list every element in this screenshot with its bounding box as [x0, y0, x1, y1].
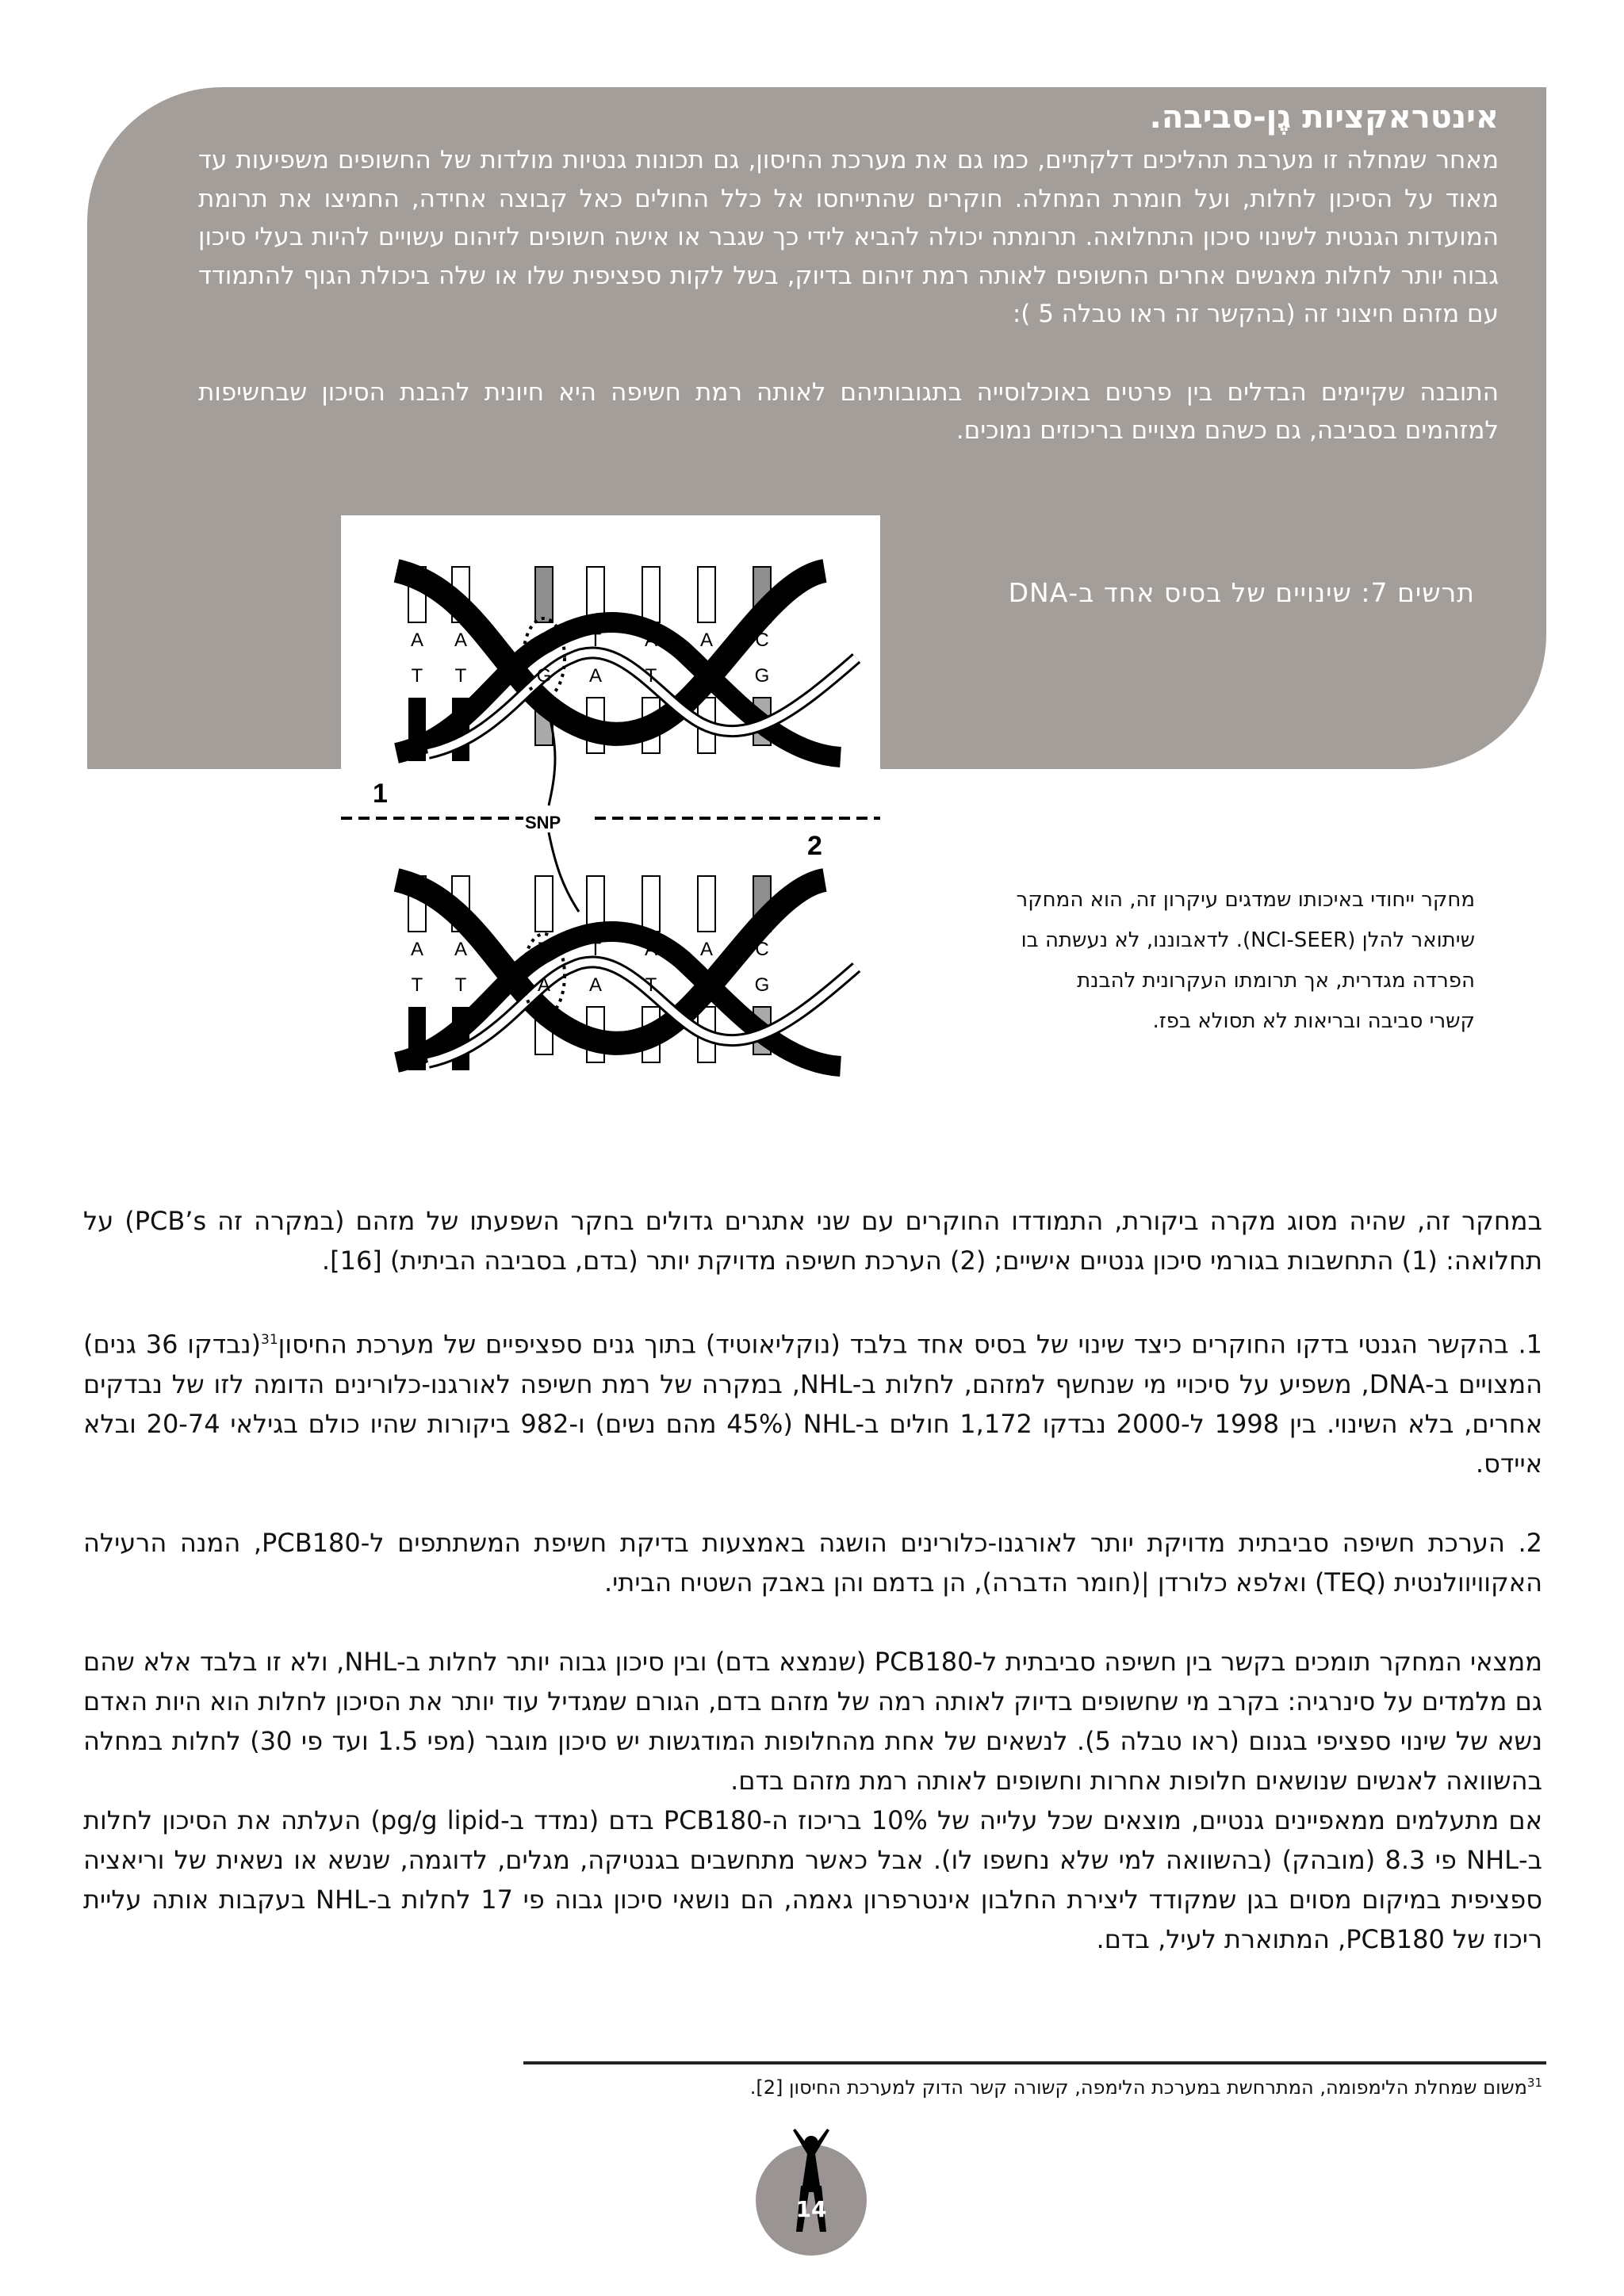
main-body — [83, 1201, 1542, 1959]
section-title: אינטראקציות גֶן-סביבה. — [1149, 99, 1499, 136]
p1-top-base-1: A — [410, 629, 424, 651]
body-item-1 — [83, 1320, 1542, 1483]
side-note-line: שיתואר להלן (NCI-SEER). לדאבוננו, לא נעשתה בו — [1021, 928, 1475, 952]
dna-panel-2 — [396, 876, 856, 1070]
intro-paragraph-2: התובנה שקיימים הבדלים בין פרטים באוכלוסייה בתגובותיהם לאותה רמת חשיפה היא חיונית להבנת הסיכון שבחשיפות למזהמים בסביבה, גם כשהם מצויים בריכוזים נמוכים. — [198, 377, 1499, 445]
item-1-part-b: (נבדקו 36 גנים) המצויים ב-DNA, משפיע על סיכויי מי שנחשף למזהם, לחלות ב-NHL, במקרה של רמת חשיפה לאורגנו-כלורינים הדומה לזו של נבדקים אחרים, בלא השינוי. בין 1998 ל-2000 נבדקו 1,172 חולים ב-NHL (45% מהם נשים) ו-982 ביקורות שהיו כולם בגילאי 20-74 ובלא איידס. — [83, 1329, 1543, 1479]
p1-top-base-4: T — [589, 629, 602, 651]
item-1-part-a: 1. בהקשר הגנטי בדקו החוקרים כיצד שינוי של בסיס אחד בלבד (נוקליאוטיד) בתוך גנים ספציפיים של מערכת החיסון — [278, 1329, 1543, 1360]
p2-bottom-base-7: G — [754, 974, 770, 996]
p2-top-base-1: A — [410, 939, 424, 960]
p1-bottom-base-2: T — [454, 665, 467, 687]
p2-top-base-7: C — [755, 939, 769, 960]
p1-top-base-6: A — [699, 629, 714, 651]
p1-top-base-5: A — [644, 629, 658, 651]
p2-bottom-base-2: T — [454, 974, 467, 996]
body-intro: במחקר זה, שהיה מסוג מקרה ביקורת, התמודדו החוקרים עם שני אתגרים גדולים בחקר השפעתו של מזהם (במקרה זה PCB’s) על תחלואה: (1) התחשבות בגורמי סיכון גנטיים אישיים; (2) הערכת חשיפה מדויקת יותר (בדם, בסביבה הביתית) [16]. — [83, 1206, 1543, 1276]
side-note-line: מחקר ייחודי באיכותו שמדגים עיקרון זה, הוא המחקר — [1016, 888, 1475, 912]
intro-panel-text — [198, 95, 1499, 450]
p2-bottom-base-3: A — [537, 974, 551, 996]
p2-top-base-6: A — [699, 939, 714, 960]
panel-1-label: 1 — [373, 779, 388, 809]
intro-paragraph-1: מאחר שמחלה זו מערבת תהליכים דלקתיים, כמו גם את מערכת החיסון, גם תכונות גנטיות מולדות של החשופים משפיעות עד מאוד על הסיכון לחלות, ועל חומרת המחלה. חוקרים שהתייחסו אל כלל החולים כאל קבוצה אחידה, החמיצו את תרומת המועדות הגנטית לשינוי סיכון התחלואה. תרומתה יכולה להביא לידי כך שגבר או אישה חשופים לזיהום עשויים להיות בעלי סיכון גבוה יותר לחלות מאנשים אחרים החשופים לאותה רמת זיהום בדיוק, בשל לקות ספציפית שלו או שלה ביכולת הגוף להתמודד עם מזהם חיצוני זה (בהקשר זה ראו טבלה 5 ): — [198, 146, 1499, 328]
p2-top-base-5: A — [644, 939, 658, 960]
footnote-rule — [523, 2061, 1546, 2064]
dna-diagram — [341, 515, 880, 1098]
figure-caption: תרשים 7: שינויים של בסיס אחד ב-DNA — [1008, 577, 1475, 608]
p1-bottom-base-6: T — [700, 665, 713, 687]
footnote-ref: 31 — [261, 1332, 278, 1348]
side-note — [920, 880, 1475, 1042]
dna-panel-1 — [396, 567, 856, 761]
p1-top-base-2: A — [454, 629, 468, 651]
p1-bottom-base-1: T — [411, 665, 423, 687]
body-findings: ממצאי המחקר תומכים בקשר בין חשיפה סביבתית ל-PCB180 (שנמצא בדם) ובין סיכון גבוה יותר לחלות ב-NHL, ולא זו בלבד אלא שהם גם מלמדים על סינרגיה: בקרב מי שחשופים בדיוק לאותה רמה של מזהם בדם, הגורם שמגדיל עוד יותר את הסיכון לחלות הוא היות האדם נשא של שינוי ספציפי בגנום (ראו טבלה 5). לנשאים של אחת מהחלופות המודגשות יש סיכון מוגבר (מפי 1.5 ועד פי 30) לחלות במחלה בהשוואה לאנשים שנושאים חלופות אחרות וחשופים לאותה רמת מזהם בדם. — [83, 1646, 1543, 1796]
page-number-badge — [752, 2113, 871, 2256]
p1-top-base-7: C — [755, 629, 769, 651]
page-number: 14 — [795, 2196, 827, 2222]
p2-bottom-base-6: T — [700, 974, 713, 996]
p2-top-base-2: A — [454, 939, 468, 960]
footnote-text: משום שמחלת הלימפומה, המתרחשת במערכת הלימפה, קשורה קשר הדוק למערכת החיסון [2]. — [749, 2076, 1527, 2099]
panel-2-label: 2 — [807, 831, 822, 861]
dna-snp-figure — [341, 515, 880, 1098]
snp-label: SNP — [525, 813, 561, 832]
p2-top-base-3: T — [538, 939, 550, 960]
side-note-line: הפרדה מגדרית, אך תרומתו העקרונית להבנת — [1077, 969, 1475, 993]
p1-top-base-3: C — [537, 629, 551, 651]
footnote-number: 31 — [1526, 2076, 1542, 2090]
p2-bottom-base-4: A — [588, 974, 603, 996]
p2-top-base-4: T — [589, 939, 602, 960]
footnote — [523, 2067, 1542, 2103]
p2-bottom-base-1: T — [411, 974, 423, 996]
p2-bottom-base-5: T — [645, 974, 657, 996]
body-conclusion: אם מתעלמים ממאפיינים גנטיים, מוצאים שכל עלייה של 10% בריכוז ה-PCB180 בדם (נמדד ב-pg/g lipid) העלתה את הסיכון לחלות ב-NHL פי 8.3 (מובהק) (בהשוואה למי שלא נחשפו לו). אבל כאשר מתחשבים בגנטיקה, מגלים, לדוגמה, שנשא או נשאית של וריאציה ספציפית במיקום מסוים בגן שמקודד ליצירת החלבון אינטרפרון גאמה, הם נושאי סיכון גבוה פי 17 לחלות ב-NHL בעקבות אותה עליית ריכוז של PCB180, המתוארת לעיל, בדם. — [83, 1804, 1543, 1954]
side-note-line: קשרי סביבה ובריאות לא תסולא בפז. — [1152, 1009, 1475, 1033]
p1-bottom-base-4: A — [588, 665, 603, 687]
p1-bottom-base-5: T — [645, 665, 657, 687]
p1-bottom-base-3: G — [536, 665, 552, 687]
body-item-2: 2. הערכת חשיפה סביבתית מדויקת יותר לאורגנו-כלורינים הושגה באמצעות בדיקת חשיפת המשתתפים ל-PCB180, המנה הרעילה האקוויוולנטית (TEQ) ואלפא כלורדן |(חומר הדברה), הן בדמם והן באבק השטיח הביתי. — [83, 1527, 1543, 1598]
p1-bottom-base-7: G — [754, 665, 770, 687]
